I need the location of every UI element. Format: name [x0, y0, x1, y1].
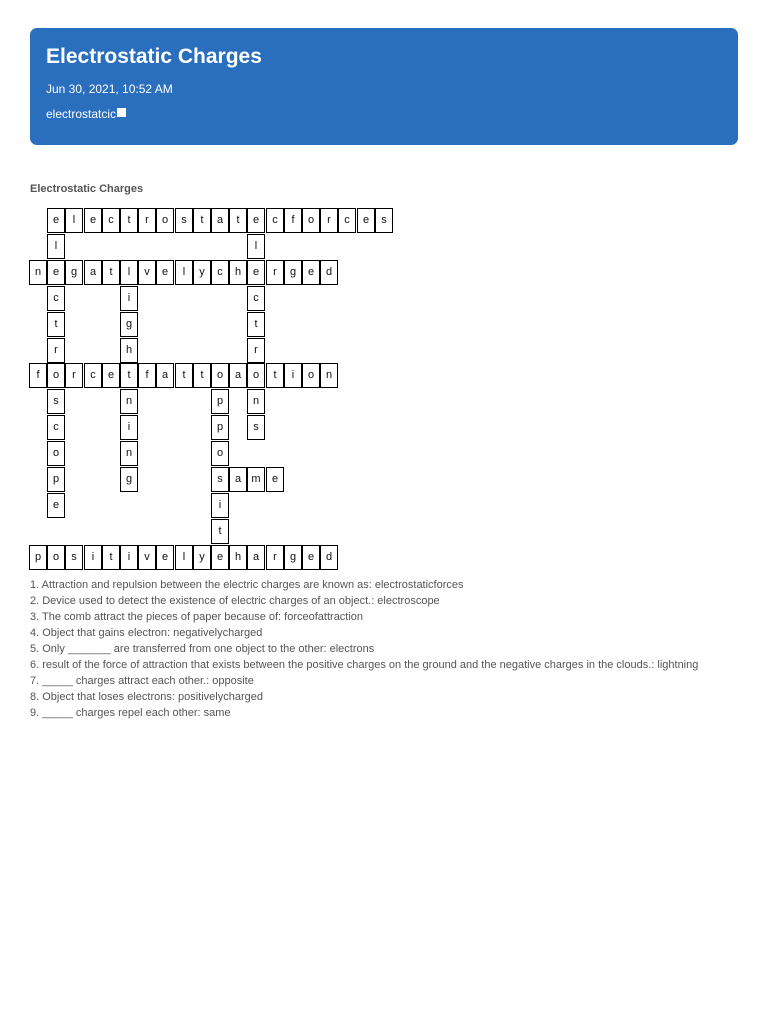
crossword-cell[interactable]: n: [320, 363, 338, 388]
crossword-cell[interactable]: a: [156, 363, 174, 388]
crossword-cell[interactable]: i: [211, 493, 229, 518]
crossword-cell[interactable]: g: [120, 467, 138, 492]
crossword-cell[interactable]: t: [47, 312, 65, 337]
crossword-cell[interactable]: t: [229, 208, 247, 233]
crossword-cell[interactable]: t: [193, 208, 211, 233]
crossword-cell[interactable]: c: [47, 415, 65, 440]
crossword-cell[interactable]: d: [320, 260, 338, 285]
crossword-cell[interactable]: v: [138, 260, 156, 285]
crossword-cell[interactable]: t: [211, 519, 229, 544]
crossword-cell[interactable]: i: [284, 363, 302, 388]
crossword-cell[interactable]: h: [229, 545, 247, 570]
crossword-cell[interactable]: a: [211, 208, 229, 233]
page-title: Electrostatic Charges: [46, 45, 262, 68]
crossword-cell[interactable]: c: [211, 260, 229, 285]
crossword-cell[interactable]: c: [338, 208, 356, 233]
puzzle-title: Electrostatic Charges: [30, 183, 144, 195]
crossword-cell[interactable]: g: [284, 260, 302, 285]
crossword-cell[interactable]: o: [211, 441, 229, 466]
crossword-cell[interactable]: r: [247, 338, 265, 363]
clue-item: 7. _____ charges attract each other.: opposite: [30, 675, 254, 687]
clue-item: 8. Object that loses electrons: positivelycharged: [30, 691, 263, 703]
crossword-cell[interactable]: h: [120, 338, 138, 363]
crossword-cell[interactable]: p: [29, 545, 47, 570]
crossword-cell[interactable]: e: [102, 363, 120, 388]
crossword-cell[interactable]: r: [266, 545, 284, 570]
crossword-cell[interactable]: y: [193, 545, 211, 570]
crossword-cell[interactable]: t: [102, 545, 120, 570]
clue-item: 4. Object that gains electron: negativelycharged: [30, 627, 263, 639]
crossword-cell[interactable]: s: [65, 545, 83, 570]
crossword-cell[interactable]: i: [120, 545, 138, 570]
crossword-cell[interactable]: e: [302, 260, 320, 285]
header-banner: [30, 28, 738, 145]
crossword-cell[interactable]: f: [29, 363, 47, 388]
crossword-cell[interactable]: a: [229, 467, 247, 492]
crossword-cell[interactable]: r: [47, 338, 65, 363]
crossword-cell[interactable]: e: [156, 260, 174, 285]
clue-item: 9. _____ charges repel each other: same: [30, 707, 231, 719]
crossword-cell[interactable]: r: [266, 260, 284, 285]
crossword-cell[interactable]: e: [357, 208, 375, 233]
clue-list: [30, 577, 730, 721]
clue-item: 3. The comb attract the pieces of paper because of: forceofattraction: [30, 611, 364, 623]
crossword-cell[interactable]: o: [211, 363, 229, 388]
author-line: [46, 107, 126, 121]
crossword-cell[interactable]: e: [47, 208, 65, 233]
crossword-cell[interactable]: e: [302, 545, 320, 570]
clue-item: 5. Only _______ are transferred from one object to the other: electrons: [30, 643, 375, 655]
crossword-cell[interactable]: g: [120, 312, 138, 337]
clue-item: 2. Device used to detect the existence of electric charges of an object.: electroscope: [30, 595, 440, 607]
crossword-cell[interactable]: l: [175, 260, 193, 285]
crossword-cell[interactable]: a: [84, 260, 102, 285]
crossword-cell[interactable]: c: [102, 208, 120, 233]
date-label: Jun 30, 2021, 10:52 AM: [46, 82, 173, 96]
crossword-cell[interactable]: m: [247, 467, 265, 492]
crossword-cell[interactable]: l: [247, 234, 265, 259]
author-label: electrostatcic: [46, 107, 117, 121]
crossword-cell[interactable]: n: [120, 389, 138, 414]
crossword-cell[interactable]: n: [247, 389, 265, 414]
crossword-cell[interactable]: s: [375, 208, 393, 233]
crossword-cell[interactable]: s: [247, 415, 265, 440]
crossword-cell[interactable]: t: [102, 260, 120, 285]
crossword-cell[interactable]: l: [65, 208, 83, 233]
crossword-cell[interactable]: c: [47, 286, 65, 311]
crossword-cell[interactable]: h: [229, 260, 247, 285]
crossword-cell[interactable]: e: [266, 467, 284, 492]
crossword-cell[interactable]: r: [320, 208, 338, 233]
square-icon: [117, 108, 126, 117]
crossword-cell[interactable]: e: [247, 260, 265, 285]
crossword-cell[interactable]: e: [156, 545, 174, 570]
crossword-cell[interactable]: r: [138, 208, 156, 233]
crossword-cell[interactable]: d: [320, 545, 338, 570]
crossword-cell[interactable]: t: [193, 363, 211, 388]
crossword-cell[interactable]: p: [211, 415, 229, 440]
crossword-cell[interactable]: e: [84, 208, 102, 233]
crossword-cell[interactable]: t: [266, 363, 284, 388]
crossword-cell[interactable]: e: [47, 260, 65, 285]
crossword-cell[interactable]: s: [175, 208, 193, 233]
crossword-cell[interactable]: v: [138, 545, 156, 570]
crossword-cell[interactable]: o: [47, 545, 65, 570]
clue-item: 1. Attraction and repulsion between the electric charges are known as: electrostaticforces: [30, 579, 464, 591]
crossword-cell[interactable]: a: [229, 363, 247, 388]
crossword-cell[interactable]: e: [211, 545, 229, 570]
crossword-cell[interactable]: g: [284, 545, 302, 570]
crossword-cell[interactable]: e: [247, 208, 265, 233]
crossword-cell[interactable]: f: [138, 363, 156, 388]
crossword-cell[interactable]: a: [247, 545, 265, 570]
crossword-cell[interactable]: o: [302, 208, 320, 233]
crossword-cell[interactable]: l: [175, 545, 193, 570]
clue-item: 6. result of the force of attraction that exists between the positive charges on the ground and the negative charges in the clouds.: lightning: [30, 659, 699, 671]
crossword-cell[interactable]: g: [65, 260, 83, 285]
crossword-cell[interactable]: o: [302, 363, 320, 388]
crossword-cell[interactable]: l: [120, 260, 138, 285]
crossword-cell[interactable]: n: [29, 260, 47, 285]
crossword-cell[interactable]: i: [84, 545, 102, 570]
crossword-cell[interactable]: c: [84, 363, 102, 388]
crossword-cell[interactable]: r: [65, 363, 83, 388]
crossword-cell[interactable]: t: [247, 312, 265, 337]
crossword-cell[interactable]: t: [175, 363, 193, 388]
crossword-cell[interactable]: p: [211, 389, 229, 414]
crossword-cell[interactable]: i: [120, 286, 138, 311]
crossword-cell[interactable]: o: [247, 363, 265, 388]
crossword-cell[interactable]: o: [47, 441, 65, 466]
crossword-cell[interactable]: s: [211, 467, 229, 492]
crossword-cell[interactable]: y: [193, 260, 211, 285]
crossword-cell[interactable]: l: [47, 234, 65, 259]
crossword-cell[interactable]: p: [47, 467, 65, 492]
crossword-cell[interactable]: t: [120, 363, 138, 388]
crossword-cell[interactable]: c: [247, 286, 265, 311]
crossword-cell[interactable]: f: [284, 208, 302, 233]
crossword-cell[interactable]: c: [266, 208, 284, 233]
crossword-cell[interactable]: t: [120, 208, 138, 233]
crossword-cell[interactable]: e: [47, 493, 65, 518]
crossword-cell[interactable]: o: [156, 208, 174, 233]
crossword-cell[interactable]: o: [47, 363, 65, 388]
crossword-cell[interactable]: n: [120, 441, 138, 466]
crossword-cell[interactable]: s: [47, 389, 65, 414]
crossword-cell[interactable]: i: [120, 415, 138, 440]
